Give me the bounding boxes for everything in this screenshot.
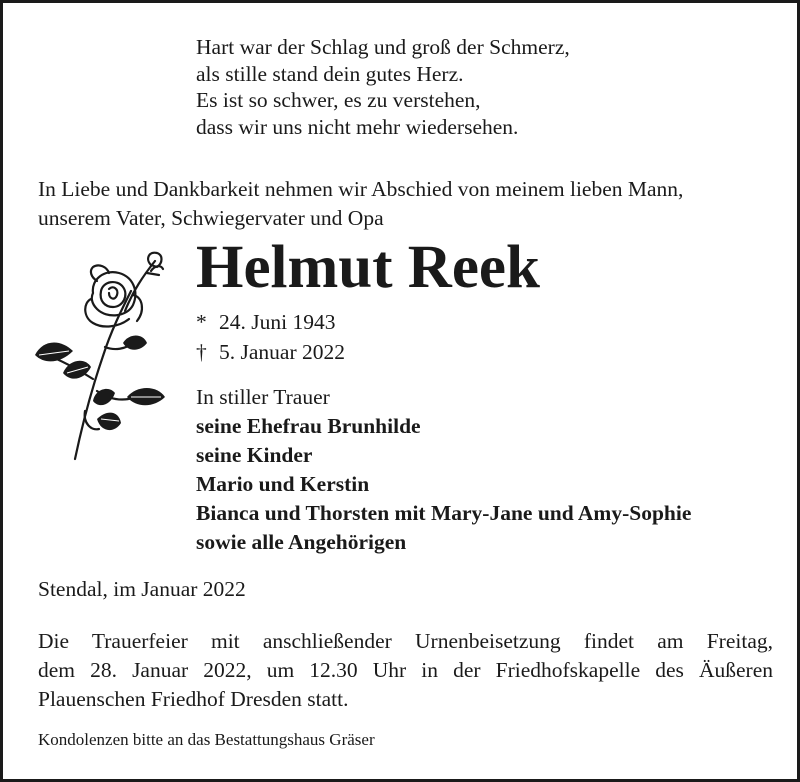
poem-line: dass wir uns nicht mehr wiedersehen. <box>196 114 519 139</box>
deceased-name: Helmut Reek <box>196 234 540 301</box>
service-line: Die Trauerfeier mit anschließender Urnenbeisetzung findet am Freitag, <box>38 629 773 653</box>
service-line: dem 28. Januar 2022, um 12.30 Uhr in der Friedhofskapelle des Äußeren <box>38 658 773 682</box>
mourner-line: seine Kinder <box>196 443 313 467</box>
mourners <box>196 383 691 557</box>
death-symbol: † <box>196 340 207 364</box>
poem-line: Es ist so schwer, es zu verstehen, <box>196 88 481 112</box>
mourner-line: Bianca und Thorsten mit Mary-Jane und Amy-Sophie <box>196 501 692 525</box>
birth-symbol: * <box>196 310 207 334</box>
rose-icon <box>33 251 173 466</box>
condolence-note: Kondolenzen bitte an das Bestattungshaus Gräser <box>38 730 375 749</box>
poem-line: als stille stand dein gutes Herz. <box>196 61 464 86</box>
poem <box>196 34 570 140</box>
birth-date-row <box>196 307 345 337</box>
intro-line: In Liebe und Dankbarkeit nehmen wir Abschied von meinem lieben Mann, <box>38 177 684 201</box>
farewell-intro <box>38 175 683 233</box>
service-line: Plauenschen Friedhof Dresden statt. <box>38 687 349 711</box>
place-date: Stendal, im Januar 2022 <box>38 577 246 601</box>
mourner-line: seine Ehefrau Brunhilde <box>196 414 421 438</box>
life-dates <box>196 307 345 367</box>
death-date: 5. Januar 2022 <box>219 340 345 364</box>
mourner-line: Mario und Kerstin <box>196 472 370 496</box>
intro-line: unserem Vater, Schwiegervater und Opa <box>38 206 384 230</box>
mourners-heading: In stiller Trauer <box>196 385 330 409</box>
birth-date: 24. Juni 1943 <box>219 310 336 334</box>
service-announcement <box>38 627 773 714</box>
death-date-row <box>196 337 345 367</box>
mourner-line: sowie alle Angehörigen <box>196 530 407 554</box>
poem-line: Hart war der Schlag und groß der Schmerz, <box>196 35 570 59</box>
